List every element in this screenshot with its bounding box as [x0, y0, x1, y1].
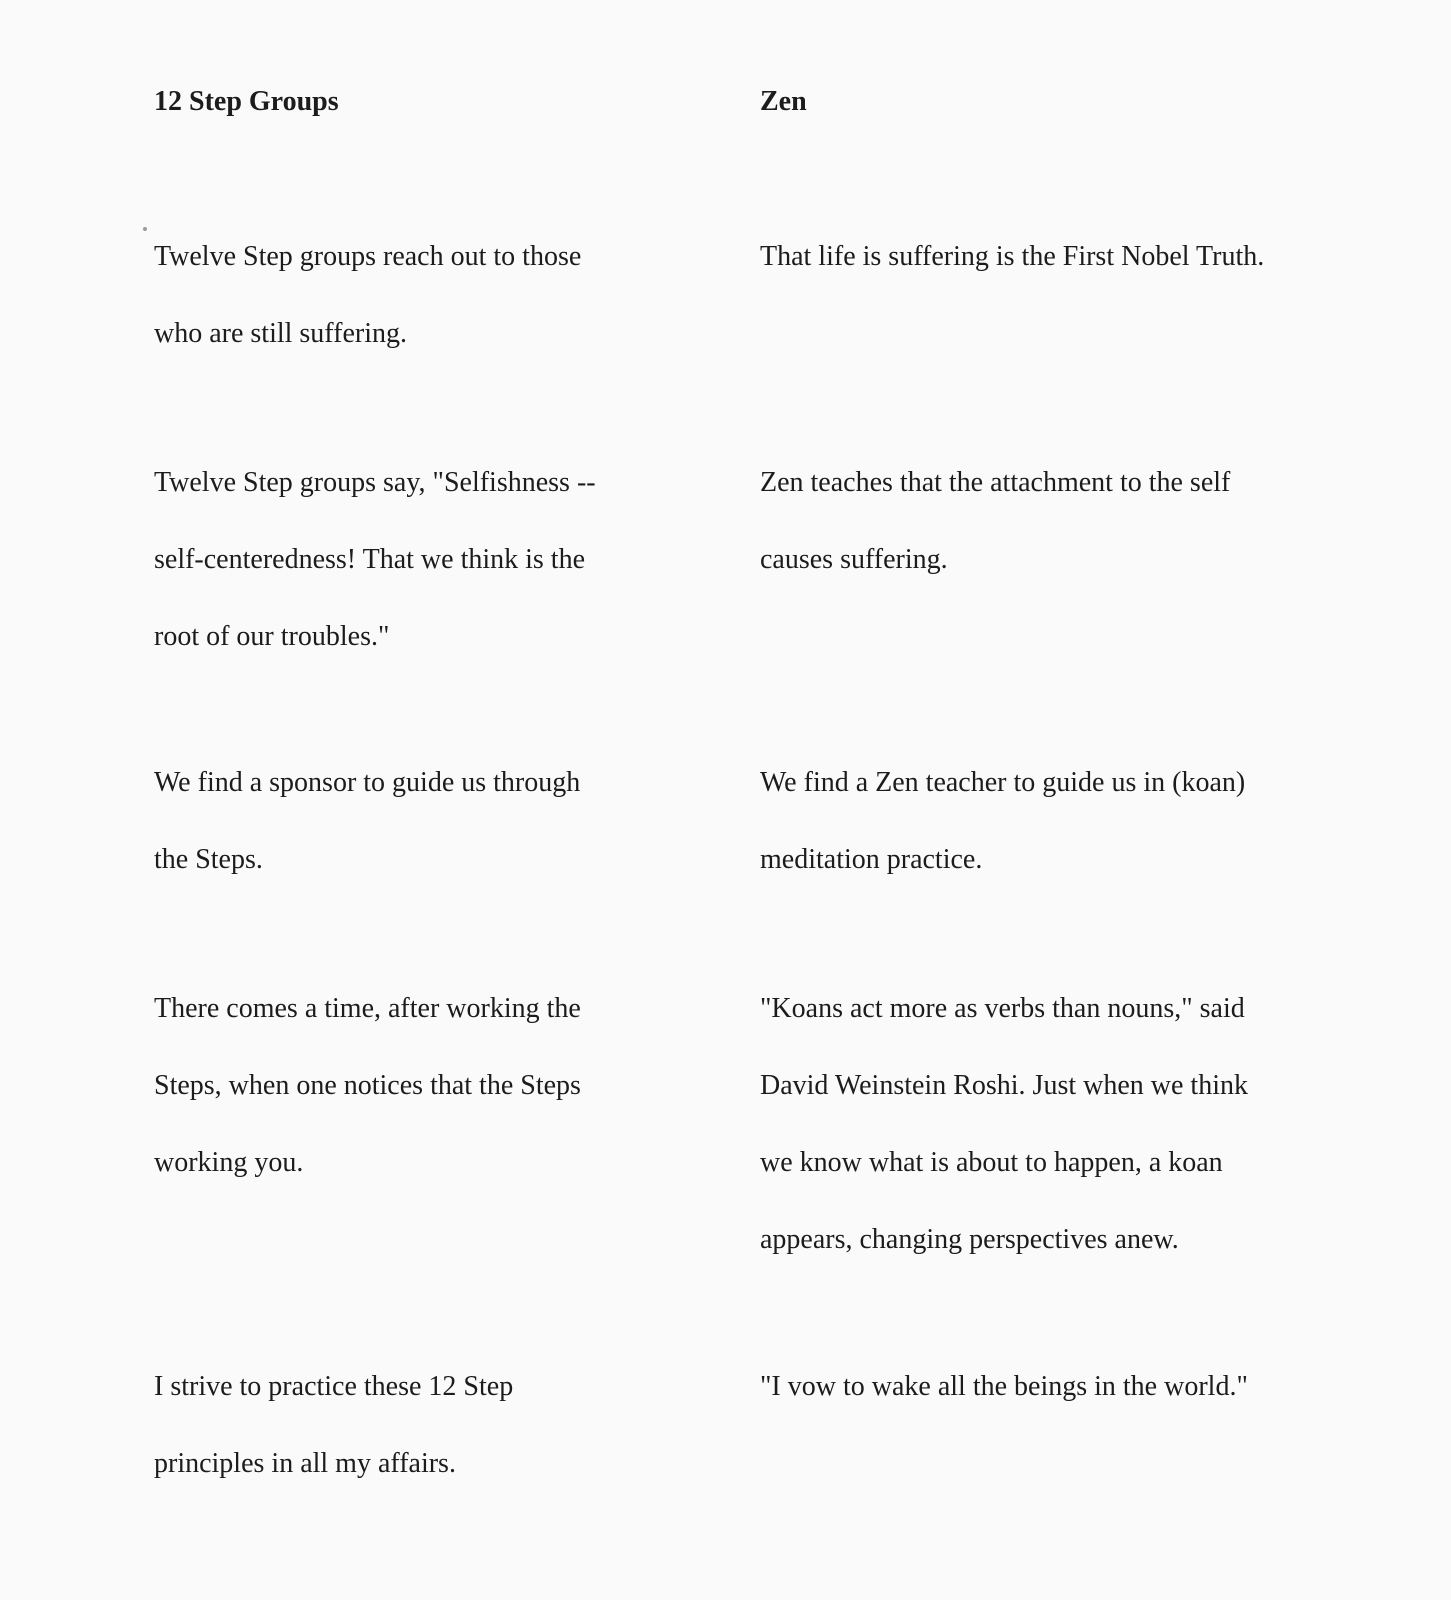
text-line: There comes a time, after working the [154, 993, 581, 1024]
text-line: self-centeredness! That we think is the [154, 544, 586, 575]
text-line: Zen teaches that the attachment to the self [760, 467, 1231, 498]
text-line: That life is suffering is the First Nobel Truth. [760, 241, 1265, 272]
text-line: David Weinstein Roshi. Just when we think [760, 1070, 1248, 1101]
right-paragraph-2 [760, 444, 1230, 598]
left-paragraph-1 [154, 218, 581, 372]
left-paragraph-2 [154, 444, 596, 675]
text-line: the Steps. [154, 844, 263, 875]
text-line: meditation practice. [760, 844, 983, 875]
paper-speck [143, 227, 147, 231]
left-column-heading: 12 Step Groups [154, 86, 339, 117]
text-line: principles in all my affairs. [154, 1448, 456, 1479]
text-line: We find a Zen teacher to guide us in (koan) [760, 767, 1246, 798]
left-paragraph-3 [154, 744, 580, 898]
right-paragraph-4 [760, 970, 1248, 1278]
text-line: working you. [154, 1147, 304, 1178]
text-line: who are still suffering. [154, 318, 407, 349]
text-line: I strive to practice these 12 Step [154, 1371, 514, 1402]
text-line: Twelve Step groups say, "Selfishness -- [154, 467, 596, 498]
text-line: appears, changing perspectives anew. [760, 1224, 1179, 1255]
text-line: causes suffering. [760, 544, 948, 575]
right-paragraph-1 [760, 218, 1264, 295]
text-line: "I vow to wake all the beings in the world." [760, 1371, 1248, 1402]
right-paragraph-5 [760, 1348, 1248, 1425]
text-line: Steps, when one notices that the Steps [154, 1070, 581, 1101]
text-line: root of our troubles." [154, 621, 390, 652]
left-paragraph-5 [154, 1348, 513, 1502]
text-line: Twelve Step groups reach out to those [154, 241, 582, 272]
left-paragraph-4 [154, 970, 581, 1201]
text-line: "Koans act more as verbs than nouns," said [760, 993, 1245, 1024]
text-line: We find a sponsor to guide us through [154, 767, 581, 798]
right-paragraph-3 [760, 744, 1245, 898]
right-column-heading: Zen [760, 86, 807, 117]
text-line: we know what is about to happen, a koan [760, 1147, 1223, 1178]
